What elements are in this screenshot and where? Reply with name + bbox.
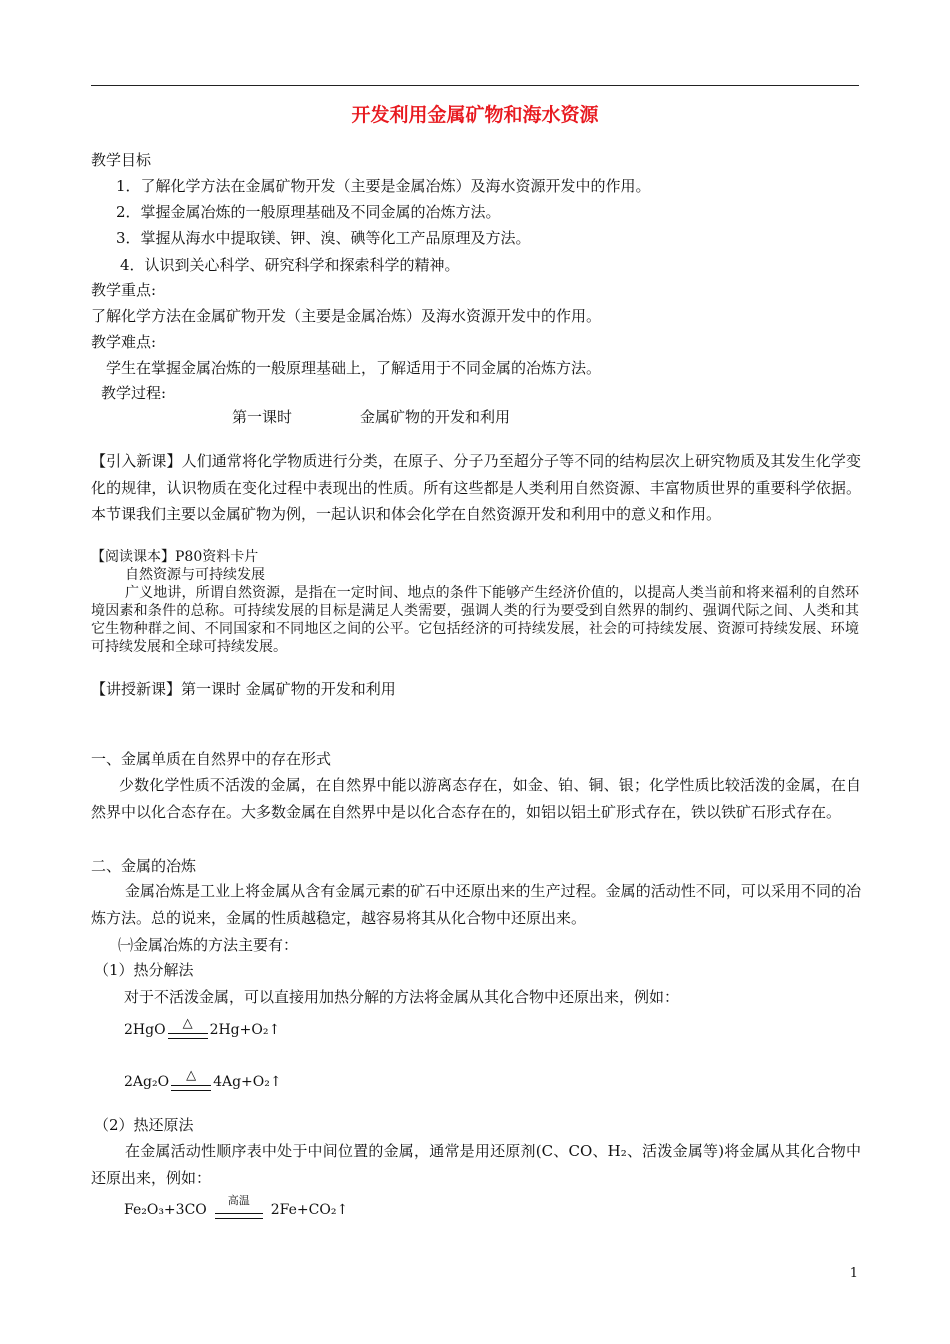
high-temp-condition [215, 1194, 263, 1220]
section2-text: 金属冶炼是工业上将金属从含有金属元素的矿石中还原出来的生产过程。金属的活动性不同，可以采用不同的冶炼方法。总的说来，金属的性质越稳定，越容易将其从化合物中还原出来。 [91, 882, 861, 927]
equals-sign [215, 1213, 263, 1219]
methods-heading: ㈠金属冶炼的方法主要有： [118, 936, 299, 954]
objectives-heading: 教学目标 [91, 151, 152, 169]
eq1-right: 2Hg+O₂↑ [209, 1022, 281, 1038]
document-title: 开发利用金属矿物和海水资源 [351, 104, 599, 126]
high-temp-label: 高温 [227, 1194, 250, 1207]
lecture-heading: 【讲授新课】第一课时 金属矿物的开发和利用 [91, 680, 396, 698]
difficulty-text: 学生在掌握金属冶炼的一般原理基础上，了解适用于不同金属的冶炼方法。 [106, 359, 602, 377]
heat-condition [168, 1016, 208, 1040]
eq3-left: Fe₂O₃+3CO [124, 1202, 207, 1218]
section1-heading: 一、金属单质在自然界中的存在形式 [91, 750, 332, 768]
heat-condition [171, 1068, 211, 1092]
key-points-text: 了解化学方法在金属矿物开发（主要是金属冶炼）及海水资源开发中的作用。 [91, 307, 602, 325]
header-rule [91, 85, 859, 86]
section1-text: 少数化学性质不活泼的金属，在自然界中能以游离态存在，如金、铂、铜、银；化学性质比较活泼的金属，在自然界中以化合态存在。大多数金属在自然界中是以化合态存在的，如铝以铝土矿形式存在，铁以铁矿石形式存在。 [91, 776, 861, 821]
method1-text: 对于不活泼金属，可以直接用加热分解的方法将金属从其化合物中还原出来，例如： [124, 988, 680, 1006]
lesson-title: 金属矿物的开发和利用 [360, 408, 511, 426]
objective-item-2: 2．掌握金属冶炼的一般原理基础及不同金属的冶炼方法。 [116, 203, 501, 221]
equals-sign [171, 1085, 211, 1091]
process-heading: 教学过程: [101, 384, 167, 402]
difficulty-heading: 教学难点: [91, 333, 157, 351]
equals-sign [168, 1033, 208, 1039]
method1-heading: （1）热分解法 [94, 961, 194, 979]
equation-hgo [124, 1016, 281, 1040]
heat-triangle-icon: △ [182, 1016, 193, 1031]
key-points-heading: 教学重点: [91, 281, 157, 299]
objective-item-3: 3．掌握从海水中提取镁、钾、溴、碘等化工产品原理及方法。 [116, 229, 531, 247]
eq2-left: 2Ag₂O [124, 1074, 170, 1090]
eq1-left: 2HgO [124, 1022, 166, 1038]
objective-item-4: 4．认识到关心科学、研究科学和探索科学的精神。 [120, 256, 460, 274]
eq2-right: 4Ag+O₂↑ [213, 1074, 282, 1090]
heat-triangle-icon: △ [186, 1068, 197, 1083]
reading-text: 广义地讲，所谓自然资源，是指在一定时间、地点的条件下能够产生经济价值的，以提高人类当前和将来福利的自然环境因素和条件的总称。可持续发展的目标是满足人类需要，强调人类的行为要受到自然界的制约、强调代际之间、人类和其它生物种群之间、不同国家和不同地区之间的公平。它包括经济的可持续发展，社会的可持续发展、资源可持续发展、环境可持续发展和全球可持续发展。 [91, 585, 859, 655]
eq3-right: 2Fe+CO₂↑ [270, 1202, 349, 1218]
section2-heading: 二、金属的冶炼 [91, 857, 197, 875]
equation-fe2o3 [124, 1194, 349, 1220]
objective-item-1: 1．了解化学方法在金属矿物开发（主要是金属冶炼）及海水资源开发中的作用。 [116, 177, 651, 195]
intro-paragraph: 【引入新课】人们通常将化学物质进行分类，在原子、分子乃至超分子等不同的结构层次上研究物质及其发生化学变化的规律，认识物质在变化过程中表现出的性质。所有这些都是人类利用自然资源、丰富物质世界的重要科学依据。本节课我们主要以金属矿物为例，一起认识和体会化学在自然资源开发和利用中的意义和作用。 [91, 452, 861, 523]
equation-ag2o [124, 1068, 282, 1092]
lesson-number: 第一课时 [232, 408, 293, 426]
reading-subtitle: 自然资源与可持续发展 [125, 567, 265, 583]
page-number: 1 [849, 1266, 858, 1281]
reading-heading: 【阅读课本】P80资料卡片 [91, 549, 259, 565]
method2-heading: （2）热还原法 [94, 1116, 194, 1134]
method2-text: 在金属活动性顺序表中处于中间位置的金属，通常是用还原剂(C、CO、H₂、活泼金属等)将金属从其化合物中还原出来，例如： [91, 1142, 861, 1187]
reading-card [91, 548, 859, 656]
